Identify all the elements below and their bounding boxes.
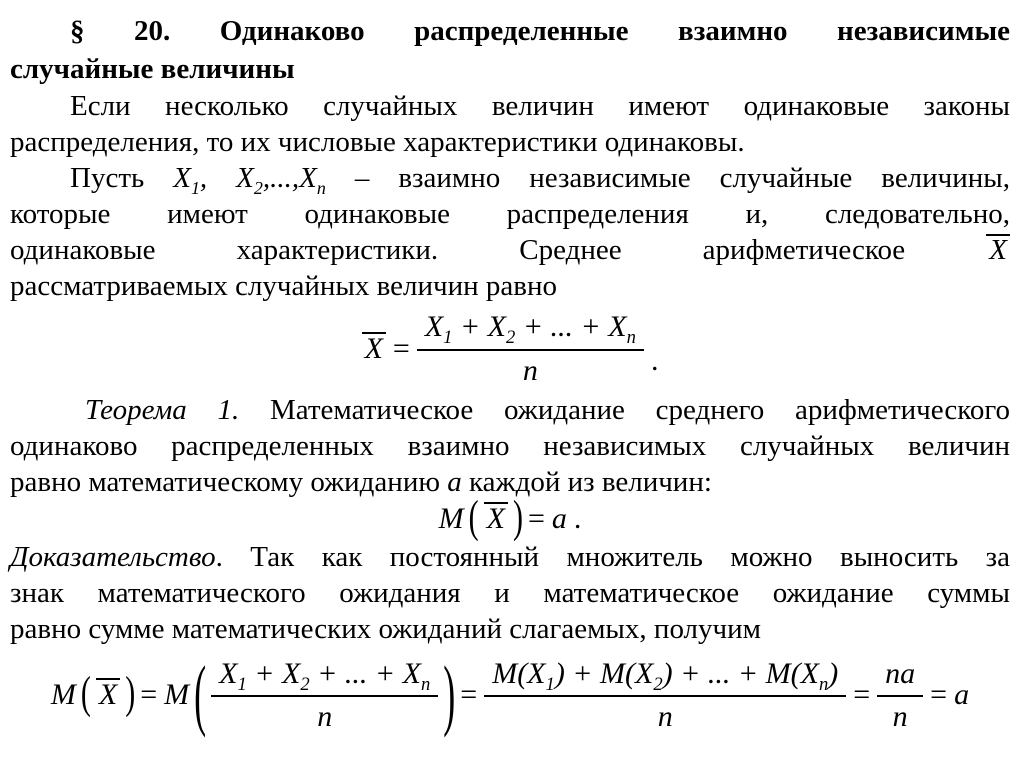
numerator: $X_1 + X_2$ + ... + $X_n$: [211, 657, 438, 698]
section-title: [10, 12, 1010, 88]
body-text: каждой из величин:: [469, 466, 712, 498]
math-M: M: [164, 678, 190, 712]
theorem-paragraph: [10, 392, 1010, 500]
denominator: n: [522, 353, 538, 387]
expectation-formula: [10, 492, 1010, 543]
body-text: . Так как постоянный множитель можно выносить за: [215, 540, 1010, 573]
fraction: [417, 310, 644, 388]
theorem-label: Теорема 1.: [85, 394, 240, 426]
open-paren: (: [80, 668, 91, 719]
body-line: равно сумме математических ожиданий слагаемых, получим: [10, 612, 761, 645]
body-line: [10, 232, 1010, 268]
equals-sign: =: [140, 678, 158, 712]
math-xbar: X: [96, 678, 120, 713]
denominator: n: [657, 700, 673, 733]
proof-paragraph: [10, 539, 1010, 647]
body-line: [10, 392, 1010, 428]
equals-sign: =: [527, 502, 545, 535]
mean-formula: [10, 310, 1010, 388]
inline-math-sequence: $X_1$, $X_2,...,X_n$: [173, 162, 326, 198]
math-M: M: [438, 502, 464, 535]
body-line: одинаково распределенных взаимно независимых случайных величин: [10, 430, 1010, 462]
paragraph-setup: [10, 160, 1010, 304]
body-text: Пусть: [70, 162, 145, 194]
big-close-paren: ): [443, 649, 456, 738]
numerator: $X_1 + X_2$ + ... + $X_n$: [417, 310, 644, 351]
body-line: распределения, то их числовые характеристики одинаковы.: [10, 126, 745, 158]
body-text: равно математическому ожиданию: [10, 466, 441, 498]
body-line: [10, 160, 1010, 196]
title-line-2: случайные величины: [10, 53, 295, 85]
equals-sign: =: [460, 678, 478, 712]
denominator: n: [892, 700, 908, 733]
big-open-paren: (: [194, 649, 207, 738]
body-line: рассматриваемых случайных величин равно: [10, 270, 557, 302]
numerator: $M(X_1) + M(X_2)$ + ... + $M(X_n)$: [484, 657, 846, 698]
proof-label: Доказательство: [10, 540, 216, 573]
derivation-formula: [10, 649, 1010, 738]
equals-sign: =: [930, 678, 948, 712]
body-line: Если несколько случайных величин имеют одинаковые законы: [70, 90, 1010, 122]
equals-sign: =: [853, 678, 871, 712]
body-line: [10, 464, 1010, 500]
body-line: которые имеют одинаковые распределения и, следовательно,: [10, 198, 1010, 230]
inline-math-xbar: X: [986, 234, 1010, 266]
fraction: [877, 657, 923, 735]
close-paren: ): [512, 492, 523, 543]
math-var-a: a: [551, 502, 567, 535]
fraction: [484, 657, 846, 735]
open-paren: (: [468, 492, 479, 543]
title-line-1: § 20. Одинаково распределенные взаимно независимые: [70, 15, 1010, 47]
math-xbar: X: [484, 502, 508, 537]
numerator: na: [877, 657, 923, 698]
math-M: M: [50, 678, 76, 712]
math-var-a: a: [954, 678, 970, 712]
body-line: знак математического ожидания и математическое ожидание суммы: [10, 576, 1010, 609]
close-paren: ): [125, 668, 136, 719]
dash: –: [354, 162, 370, 194]
paragraph-intro: [10, 88, 1010, 160]
math-var-a: a: [447, 466, 462, 498]
body-text: Математическое ожидание среднего арифметического: [269, 394, 1010, 426]
math-xbar: X: [362, 332, 386, 367]
period: .: [650, 343, 659, 377]
fraction: [211, 657, 438, 735]
body-line: [10, 539, 1010, 575]
body-text: взаимно независимые случайные величины,: [398, 162, 1011, 194]
denominator: n: [317, 700, 333, 733]
equals-sign: =: [392, 331, 410, 365]
period: .: [573, 502, 582, 535]
body-text: одинаковые характеристики. Среднее арифметическое: [10, 234, 906, 266]
